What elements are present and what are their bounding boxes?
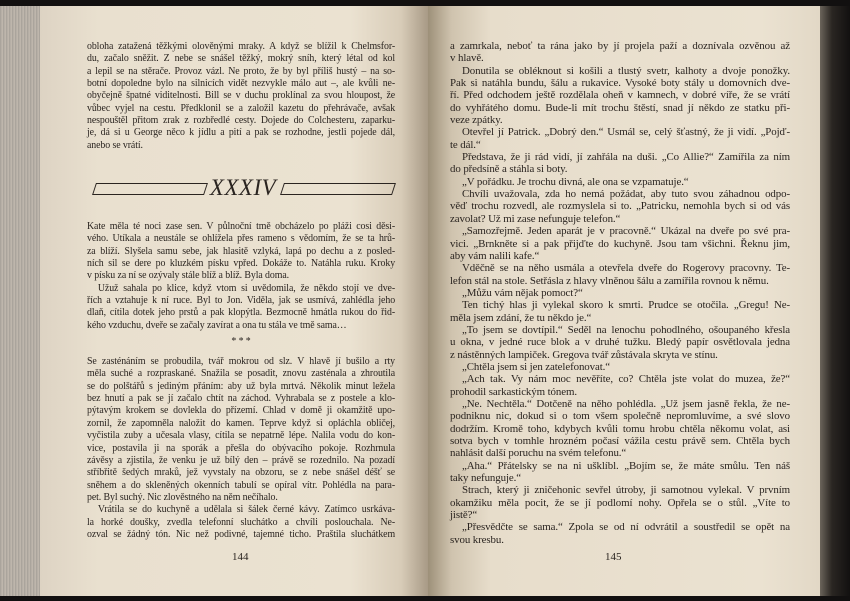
text-line: du, začalo sněžit. Z nebe se snášel těžký, mokrý sníh, který létal od kol xyxy=(87,52,396,65)
text-line: řích a vztahuje k ní ruce. Byl to Jon. Viděla, jak se usmívá, zahlédla jeho xyxy=(87,294,396,307)
text-line: Vrátila se do kuchyně a udělala si šálek černé kávy. Zatímco usrkáva- xyxy=(97,503,396,516)
text-line: stříbřitě šedých mraků, jež vyvstaly na obzoru, se z nebe snášel déšť se xyxy=(87,466,396,479)
text-line: do předsíně a stáhla si boty. xyxy=(450,163,568,176)
chapter-ornament-right xyxy=(280,183,396,195)
text-line: Užuž sahala po klice, když vtom si uvědomila, že někdo stojí ve dve- xyxy=(97,281,396,294)
text-line: „Chtěla jsem si jen zatelefonovat.“ xyxy=(462,360,611,373)
text-line: dodržím. Kromě toho, kdybych kvůli tomu hrobu chtěla někomu volat, asi xyxy=(450,422,790,435)
paragraph xyxy=(450,287,790,299)
text-line: kého vzduchu, dveře se začaly zavírat a ona tu stála ve tmě sama… xyxy=(87,318,347,331)
text-line: obloha zatažená těžkými olověnými mraky. A když se blížil k Chelmsfor- xyxy=(87,40,396,52)
text-line: vici. „Brnkněte si a pak přijďte do kuchyně. Jsou tam všichni. Řeknu jim, xyxy=(450,237,790,250)
text-line: te dál.“ xyxy=(450,138,481,151)
text-line: svou kresbu. xyxy=(450,533,504,546)
text-line: pet. Byl suchý. Nic zlověstného na něm nečíhalo. xyxy=(87,490,278,503)
right-page-text xyxy=(450,40,790,546)
paragraph xyxy=(450,40,790,65)
text-line: nespouštěl přitom zrak z rozbředlé cesty. Dojede do Colchesteru, zaparku- xyxy=(87,114,396,127)
paragraph xyxy=(450,262,790,287)
text-line: dlaň, cítila dotek jeho prstů a pak klopýtla. Bezmocně hmátla rukou do řid- xyxy=(87,306,396,319)
text-line: vice, postavila ji na sporák a přešla do obývacího pokoje. Rozhrnula xyxy=(87,441,396,454)
text-line: za blíží. Slyšela samu sebe, jak hlasitě vzlyká, lapá po dechu a z posled- xyxy=(87,244,396,257)
text-line: prohodil sarkastickým tónem. xyxy=(450,385,577,398)
text-line: okamžiku měla pocit, že se jí podlomí nohy. Opřela se o stůl. „Víte to xyxy=(450,496,790,509)
text-line: a zamrkala, neboť ta rána jako by jí projela paží a doznívala ozvěnou až xyxy=(450,40,790,52)
text-line: veze zpátky. xyxy=(450,114,503,127)
paragraph xyxy=(87,503,395,540)
text-line: Vděčně se na něho usmála a otevřela dveře do Rogerovy pracovny. Te- xyxy=(462,262,790,275)
text-line: zavolat? Už mi zase nefunguje telefon.“ xyxy=(450,212,621,225)
text-line: do vyhřátého domu. Bude-li mít trochu štěstí, snad jí někdo ze statku při- xyxy=(450,101,790,114)
paragraph xyxy=(450,484,790,521)
text-line: „Samozřejmě. Jeden aparát je v pracovně.“ Ukázal na dveře po své pra- xyxy=(462,225,790,238)
text-line: měla suché a rozpraskané. Snažila se posadit, znovu zasténala a zhroutila xyxy=(87,367,396,380)
text-line: ních sil se dere po kluzkém písku vpřed. Dokáže to. Natáhla ruku. Kroky xyxy=(87,257,396,270)
text-line: „Ne. Nechtěla.“ Dotčeně na něho pohlédla. „Už jsem jasně řekla, že ne- xyxy=(462,397,790,410)
paragraph xyxy=(87,355,395,503)
text-line: se do polštářů s jediným přáním: aby už byla mrtvá. Několik minut ležela xyxy=(87,379,396,392)
text-line: Ten tichý hlas ji vylekal skoro k smrti. Prudce se otočila. „Gregu! Ne- xyxy=(462,299,790,312)
text-line: „V pořádku. Je trochu divná, ale ona se vzpamatuje.“ xyxy=(462,175,689,188)
text-line: měla jsem zdání, že tu někdo je.“ xyxy=(450,311,592,324)
text-line: pýtavým krokem se dovlekla do přízemí. Chlad v domě ji okamžitě upo- xyxy=(87,404,396,417)
text-line: v hlavě. xyxy=(450,52,484,65)
section-break: * * * xyxy=(231,335,251,348)
paragraph xyxy=(450,373,790,398)
text-line: u okna, v jedné ruce blok a v druhé tužku. Bledý papír osvětlovala jedna xyxy=(450,336,790,349)
text-line: sněhem a do skleněných okenních tabulí se opíral vítr. Pohlédla na para- xyxy=(87,478,396,491)
text-line: taky nefunguje.“ xyxy=(450,472,521,485)
text-line: Se zasténáním se probudila, tvář mokrou od slz. V hlavě jí bušilo a rty xyxy=(87,355,396,368)
text-line: Kate měla té noci zase sen. V půlnoční tmě obcházelo po pláži cosi děsi- xyxy=(87,220,396,232)
text-line: nahlásit další poruchu na svém telefonu.“ xyxy=(450,447,627,460)
paragraph xyxy=(450,65,790,127)
text-line: ozval se žádný tón. Nic než podivné, tajemné ticho. Praštila sluchátkem xyxy=(87,527,396,540)
text-line: botní dopoledne bylo na silnicích vidět nezvykle málo aut –, ale kvůli ne- xyxy=(87,77,396,90)
text-line: obyčejně špatné viditelnosti. Bill se v duchu proklínal za svou hloupost, že xyxy=(87,89,396,102)
chapter-number: XXXIV xyxy=(209,175,277,200)
text-line: „Přesvědčte se sama.“ Zpola se od ní odvrátil a soustředil se opět na xyxy=(462,521,790,534)
text-line: podniknu nic, dokud si o tom všem společně nepromluvíme, a své slovo xyxy=(450,410,790,423)
paragraph xyxy=(450,151,790,176)
text-line: Chvíli uvažovala, zda ho nemá požádat, aby tuto svou záhadnou odpo- xyxy=(462,188,790,201)
text-line: závěsy a zjistila, že venku je už bílý den – právě se rozednilo. Na pozadí xyxy=(87,453,396,466)
page-number-left: 144 xyxy=(232,551,249,563)
paragraph xyxy=(450,225,790,262)
text-line: anebo se vrátí. xyxy=(87,138,143,151)
paragraph xyxy=(450,176,790,188)
text-line: z nástěnných lampiček. Gregova tvář zůstávala skryta ve stínu. xyxy=(450,348,718,361)
text-line: vůbec vyjel na cestu. Předklonil se a založil kazetu do přehrávače, avšak xyxy=(87,101,396,114)
paragraph xyxy=(450,398,790,460)
text-line: Představa, že ji rád vidí, jí zahřála na duši. „Co Allie?“ Zamířila za ním xyxy=(462,151,790,164)
text-line: v písku za ní se ozývaly stále blíž a blíž. Byla doma. xyxy=(87,269,289,282)
left-page-text-top xyxy=(87,40,395,151)
text-line: Strach, který ji zničehonic sevřel útroby, ji samotnou vylekal. V prvním xyxy=(462,484,790,497)
text-line: vyčistila zuby a učesala vlasy, cítila se nepatrně lépe. Nalila vodu do kon- xyxy=(87,429,396,442)
text-line: „To jsem se dovtípil.“ Seděl na lenochu pohodlného, ošoupaného křesla xyxy=(462,323,790,336)
paragraph xyxy=(450,299,790,324)
text-line: lefon stál na stole. Setřásla z hlavy vlněnou šálu a zamířila rovnou k němu. xyxy=(450,274,769,287)
text-line: la horké doušky, zvedla telefonní sluchátko a chvíli poslouchala. Ne- xyxy=(87,515,396,528)
paragraph xyxy=(450,521,790,546)
text-line: ří. Před odchodem ještě rozdělala oheň v kamnech, v dobré víře, že se vrátí xyxy=(450,89,790,102)
paragraph xyxy=(450,188,790,225)
text-line: je, dá si u George něco k jídlu a pití a pak se rozhodne, jestli pojede dál, xyxy=(87,126,396,139)
left-page-text-chapter xyxy=(87,220,395,540)
paragraph xyxy=(450,460,790,485)
paragraph xyxy=(450,324,790,361)
book-right-edge xyxy=(820,6,850,596)
paragraph xyxy=(87,220,395,282)
paragraph xyxy=(87,40,395,151)
text-line: bez hnutí a pak se jí začalo chtít na záchod. Vyhrabala se z postele a klo- xyxy=(87,392,396,405)
text-line: a lepil se na stěrače. Provoz vázl. Ne proto, že by byl příliš hustý – na so- xyxy=(87,64,396,77)
text-line: zornil, že zapomněla naložit do kamen. Teprve když si opláchla obličej, xyxy=(87,416,396,429)
paragraph xyxy=(87,282,395,331)
text-line: „Aha.“ Přátelsky se na ni ušklíbl. „Bojím se, že máte smůlu. Ten náš xyxy=(462,459,790,472)
chapter-heading xyxy=(88,174,398,202)
text-line: „Můžu vám nějak pomoct?“ xyxy=(462,286,583,299)
text-line: Pak si natáhla bundu, šálu a rukavice. Vysoké boty stály u domovních dve- xyxy=(450,77,790,90)
paragraph xyxy=(450,126,790,151)
text-line: jistě?“ xyxy=(450,509,478,522)
text-line: Donutila se obléknout si košili a tlustý svetr, kalhoty a dvoje ponožky. xyxy=(462,64,790,77)
page-number-right: 145 xyxy=(605,551,622,563)
paragraph xyxy=(450,361,790,373)
text-line: věď trochu rozvedl, ale rozmyslela si to. „Patricku, nemohla bych si od vás xyxy=(450,200,790,213)
text-line: vého. Utíkala a neustále se ohlížela přes rameno s vědomím, že se ta hrů- xyxy=(87,232,396,245)
text-line: Otevřel jí Patrick. „Dobrý den.“ Usmál se, celý šťastný, že ji vidí. „Pojď- xyxy=(462,126,790,139)
text-line: sotva bych v tomhle hrozném počasí vážila cestu právě sem. Chtěla bych xyxy=(450,435,790,447)
text-line: „Ach tak. Vy nám moc nevěříte, co? Chtěla jste volat do muzea, že?“ xyxy=(462,373,790,386)
text-line: aby vám nalili kafe.“ xyxy=(450,249,540,262)
